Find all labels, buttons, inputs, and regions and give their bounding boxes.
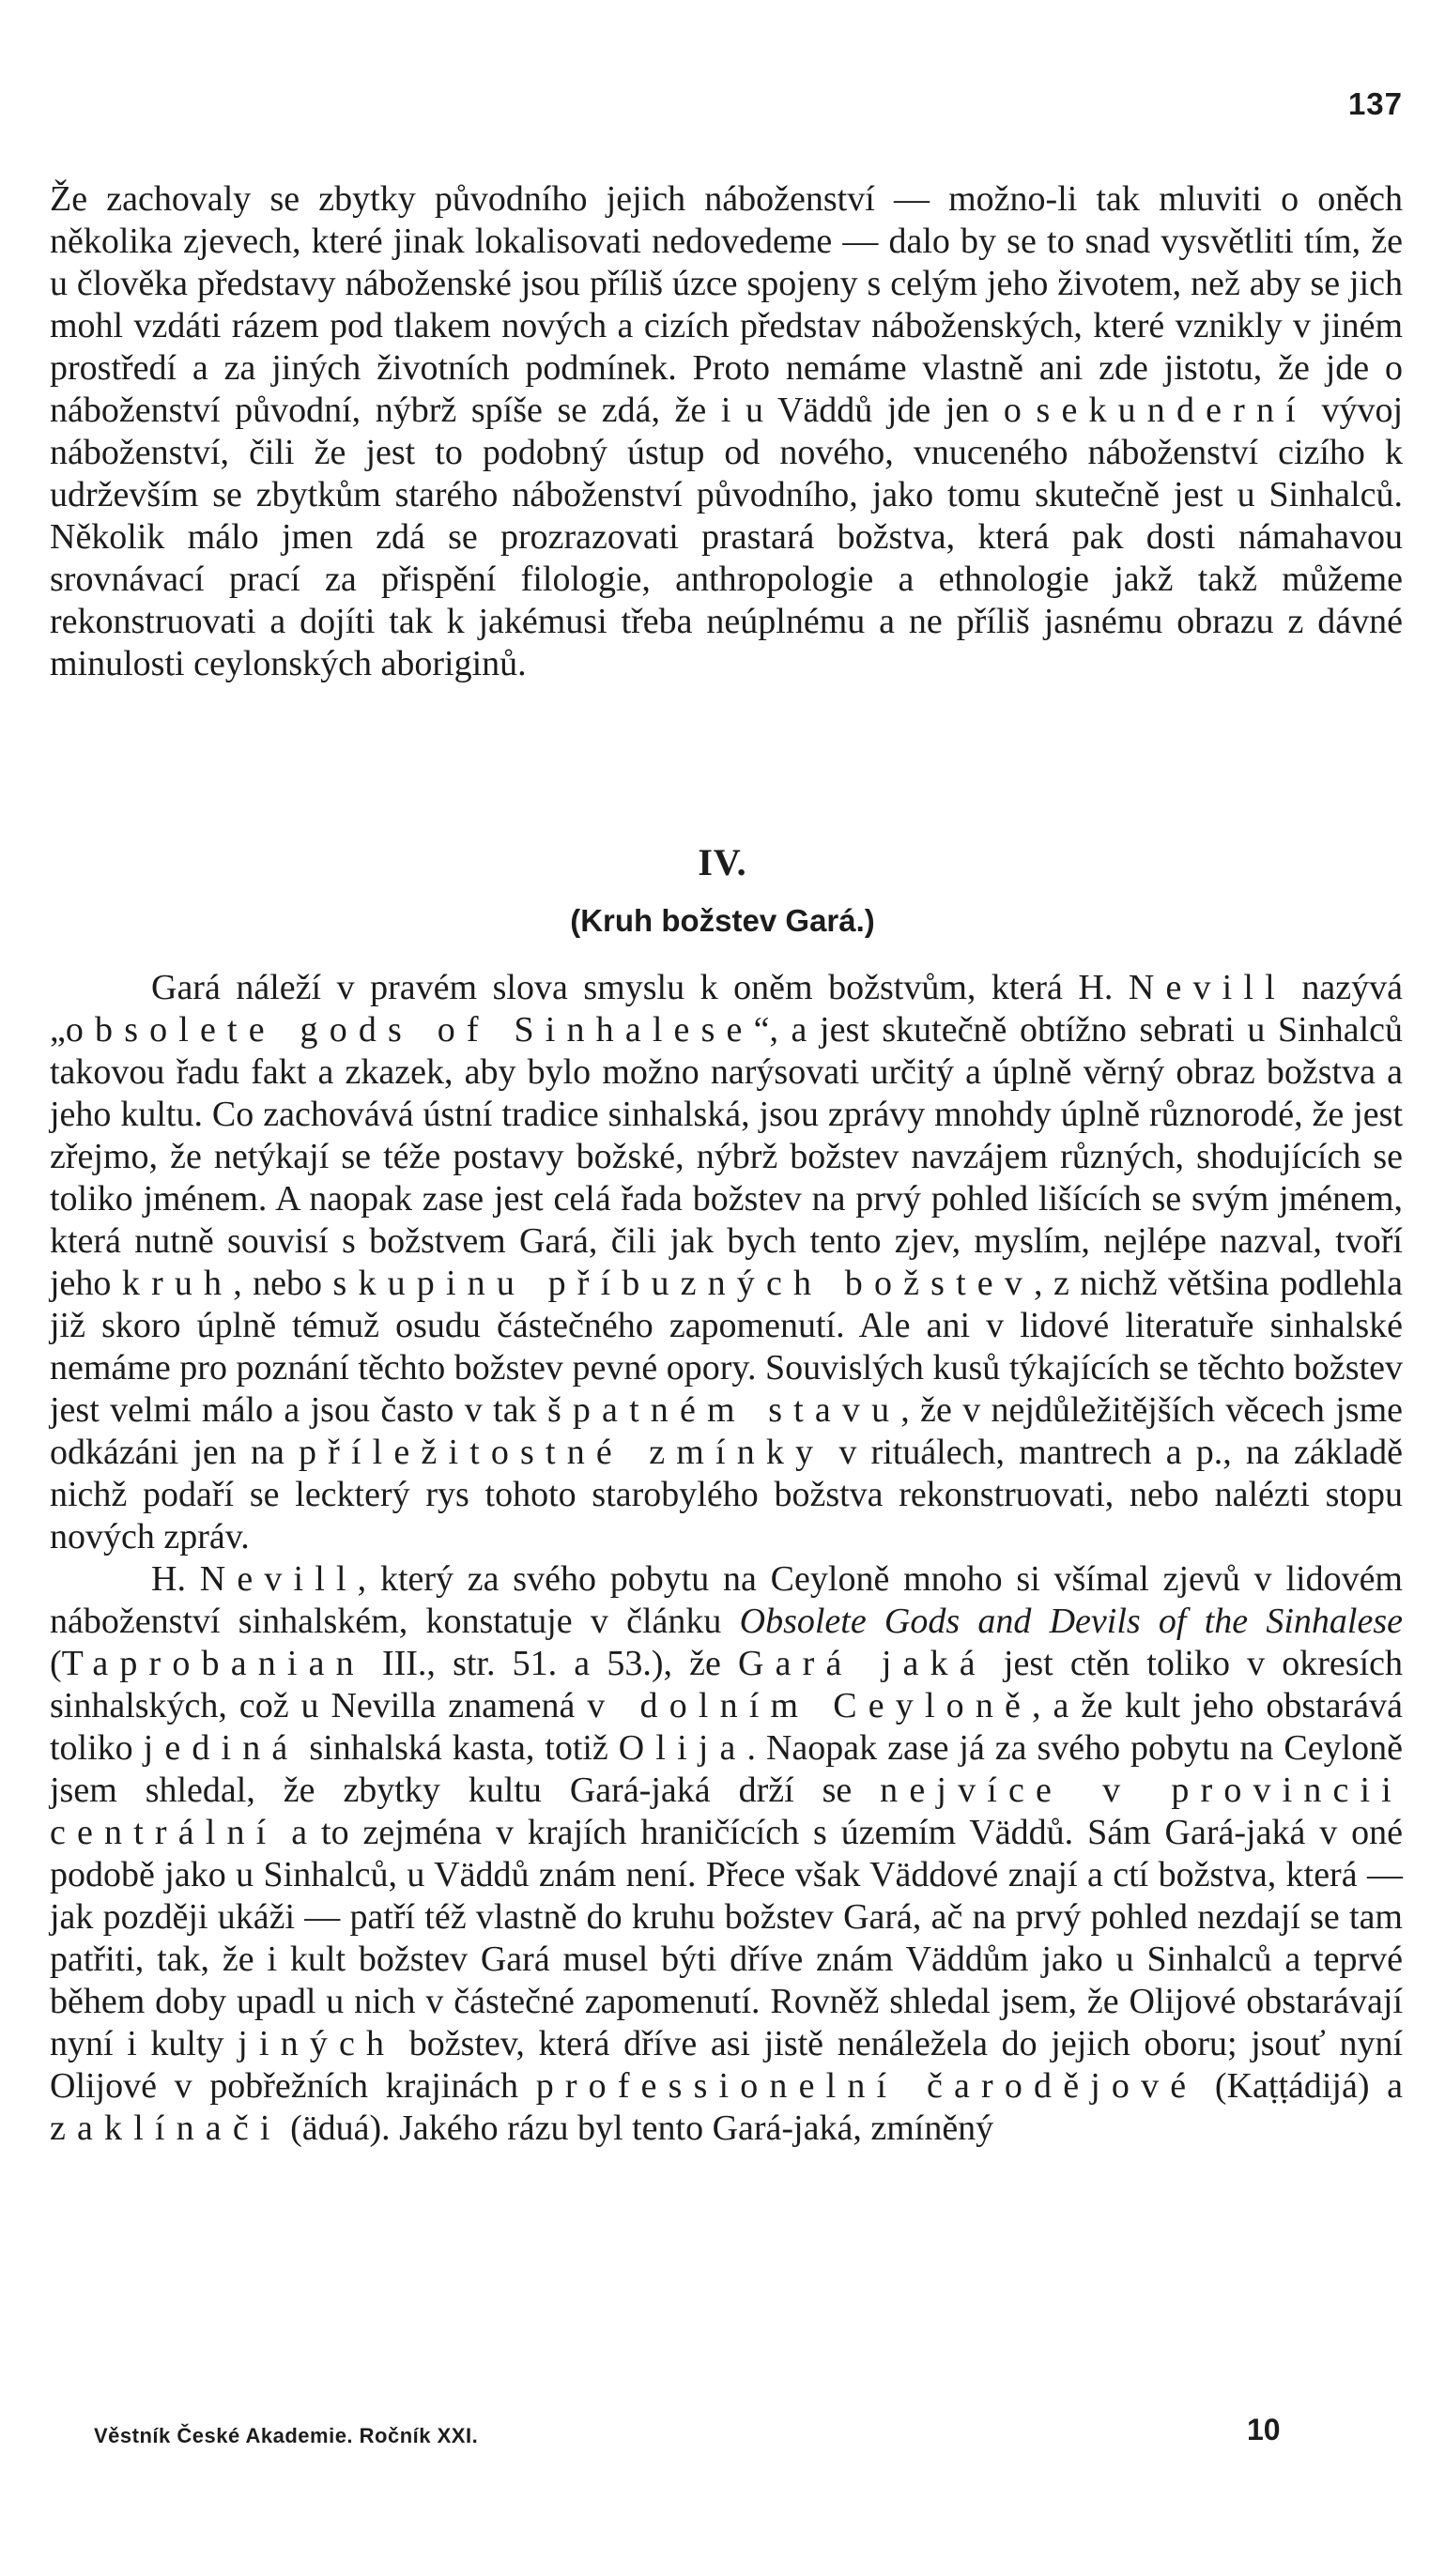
emphasis-carodejove: professionelní čarodějové [535,2066,1198,2106]
journal-footer: Věstník České Akademie. Ročník XXI. [94,2424,479,2447]
article-title: Obsolete Gods and Devils of the Sinhalese [739,1602,1404,1641]
paragraph-nevill: H. Nevill, který za svého pobytu na Ceyloně mnoho si všímal zjevů v lidovém náboženství sinhalském, konstatuje v článku Obsolete Gods and Devils of the Sinhalese (Taprobanian III., str. 51. a 53.), že Gará jaká jest ctěn toliko v okresích sinhalských, což u Nevilla znamená v dolním Ceyloně, a že kult jeho obstarává toliko jediná sinhalská kasta, totiž Olija. Naopak zase já za svého pobytu na Ceyloně jsem shledal, že zbytky kultu Gará-jaká drží se nejvíce v provincii centrální a to zejména v krajích hraničících s územím Väddů. Sám Gará-jaká v oné podobě jako u Sinhalců, u Väddů znám není. Přece však Väddové znají a ctí božstva, která — jak později ukáži — patří též vlastně do kruhu božstev Gará, ač na prvý pohled nezdají se tam patřiti, tak, že i kult božstev Gará musel býti dříve znám Väddům jako u Sinhalců a teprvé během doby upadl u nich v částečné zapomenutí. Rovněž shledal jsem, že Olijové obstarávají nyní i kulty jiných božstev, která dříve asi jistě nenáležela do jejich oboru; jsouť nyní Olijové v pobřežních krajinách professionelní čarodějové (Kaṭṭádijá) a zaklínači (äduá). Jakého rázu byl tento Gará-jaká, zmíněný [50,1559,1404,2148]
signature-mark: 10 [1247,2413,1281,2446]
emphasis-nevill: Nevill [1128,968,1286,1007]
section-number: IV. [698,841,747,883]
emphasis-nejvice: nejvíce v provincii centrální [50,1771,1403,1852]
section-title: (Kruh božstev Gará.) [570,903,875,938]
emphasis-spatnem-stavu: špatném stavu [546,1390,901,1430]
emphasis-gara-jaka: Gará jaká [738,1644,987,1683]
emphasis-skupinu: skupinu příbuzných božstev [332,1264,1034,1303]
emphasis-zaklinaci: zaklínači [50,2108,282,2148]
emphasis-nevill-2: Nevill [199,1559,358,1599]
emphasis-kruh: kruh [121,1264,234,1303]
emphasis-sekunderni: sekunderní [1036,391,1307,430]
paragraph-intro [50,178,1403,685]
emphasis-taprobanian: Taprobanian [61,1644,365,1683]
emphasis-dolnim-ceylone: v dolním Ceyloně [587,1686,1033,1725]
emphasis-jinych: jiných [238,2024,396,2063]
paragraph-gara: Gará náleží v pravém slova smyslu k oněm božstvům, která H. Nevill nazývá „obsolete gods of Sinhalese“, a jest skutečně obtížno sebrati u Sinhalců takovou řadu fakt a zkazek, aby bylo možno narýsovati určitý a úplně věrný obraz božstva a jeho kultu. Co zachovává ústní tradice sinhalská, jsou zprávy mnohdy úplně různorodé, že jest zřejmo, že netýkají se téže postavy božské, nýbrž božstev navzájem různých, shodujících se toliko jménem. A naopak zase jest celá řada božstev na prvý pohled lišících se svým jménem, která nutně souvisí s božstvem Gará, čili jak bych tento zjev, myslím, nejlépe nazval, tvoří jeho kruh, nebo skupinu příbuzných božstev, z nichž většina podlehla již skoro úplně témuž osudu částečného zapomenutí. Ale ani v lidové literatuře sinhalské nemáme pro poznání těchto božstev pevné opory. Souvislých kusů týkajících se těchto božstev jest velmi málo a jsou často v tak špatném stavu, že v nejdůležitějších věcech jsme odkázáni jen na příležitostné zmínky v rituálech, mantrech a p., na základě nichž podaří se leckterý rys tohoto starobylého božstva rekonstruovati, nebo nalézti stopu nových zpráv. [50,968,1404,1556]
section-body [50,967,1403,2150]
page-number: 137 [1347,86,1403,121]
emphasis-obsolete-gods: obsolete gods of Sinhalese [65,1010,754,1050]
emphasis-olija: Olija [618,1728,747,1768]
emphasis-jedina: jediná [143,1728,300,1768]
paragraph-intro-text-2: vývoj náboženství, čili že jest to podobný ústup od nového, vnuceného náboženství cizího k udrževším se zbytkům starého náboženství původního, jako tomu skutečně jest u Sinhalců. Několik málo jmen zdá se prozrazovati prastará božstva, která pak dosti námahavou srovnávací prací za přispění filologie, anthropologie a ethnologie jakž takž můžeme rekonstruovati a dojíti tak k jakémusi třeba neúplnému a ne příliš jasnému obrazu z dávné minulosti ceylonských aboriginů. [50,391,1403,683]
emphasis-prilezitostne: příležitostné zmínky [298,1433,825,1472]
paragraph-intro-text-1: Že zachovaly se zbytky původního jejich náboženství — možno-li tak mluviti o oněch několika zjevech, které jinak lokalisovati nedovedeme — dalo by se to snad vysvětliti tím, že u člověka představy náboženské jsou příliš úzce spojeny s celým jeho životem, než aby se jich mohl vzdáti rázem pod tlakem nových a cizích představ náboženských, které vznikly v jiném prostředí a za jiných životních podmínek. Proto nemáme vlastně ani zde jistotu, že jde o náboženství původní, nýbrž spíše se zdá, že i u Väddů jde jen o [50,179,1403,430]
